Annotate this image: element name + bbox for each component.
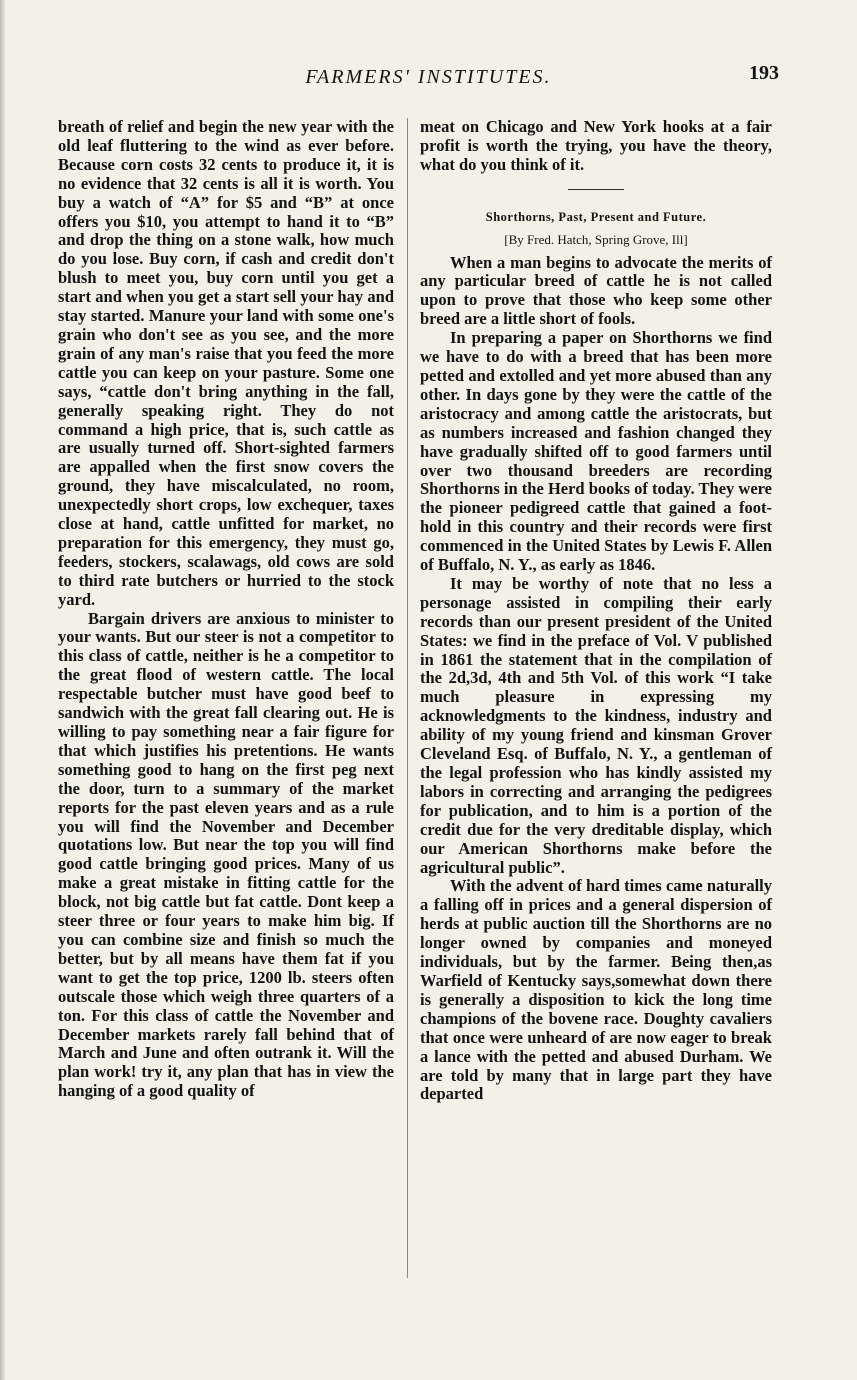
article-title: Shorthorns, Past, Present and Future. [485, 209, 707, 224]
right-paragraph-4: With the advent of hard times came naturally a falling off in prices and a general dispersion of herds at public auction till the Shorthorns are no longer owned by companies and moneyed individuals, but by the farmer. Being then,as Warfield of Kentucky says,somewhat down there is generally a disposition to kick the long time champions of the bovene race. Doughty cavaliers that once were unheard of are now eager to break a lance with the petted and abused Durham. We are told by many that in large part they have departed [420, 876, 772, 1104]
right-column [420, 118, 772, 1104]
page-number: 193 [749, 62, 779, 84]
page-header [0, 62, 857, 96]
column-divider [407, 118, 408, 1278]
left-column [58, 118, 394, 1101]
page-edge-shadow [0, 0, 6, 1380]
left-paragraph-1: breath of relief and begin the new year with the old leaf fluttering to the wind as ever before. Because corn costs 32 cents to produce it, it is no evidence that 32 cents is all it is worth. You buy a watch of “A” for $5 and “B” at once offers you $10, you attempt to hand it to “B” and drop the thing on a stone walk, how much do you lose. Buy corn, if cash and credit don't blush to meet you, buy corn until you get a start and when you get a start sell your hay and stay started. Manure your land with some one's grain who don't see as you see, and the more grain of any man's raise that you feed the more cattle you can keep on your pasture. Some one says, “cattle don't bring anything in the fall, generally speaking right. They do not command a high price, that is, such cattle as are usually turned off. Short-sighted farmers are appalled when the first snow covers the ground, they have miscalculated, no room, unexpectedly short crops, low exchequer, taxes close at hand, cattle unfitted for market, no preparation for this emergency, they must go, feeders, stockers, scalawags, old cows are sold to third rate butchers or hurried to the stock yard. [58, 117, 394, 609]
running-title: FARMERS' INSTITUTES. [305, 66, 552, 88]
right-paragraph-1: When a man begins to advocate the merits of any particular breed of cattle he is not called upon to prove that those who keep some other breed are a little short of fools. [420, 252, 772, 329]
section-separator [568, 189, 624, 190]
right-paragraph-2: In preparing a paper on Shorthorns we find we have to do with a breed that has been more petted and extolled and yet more abused than any other. In days gone by they were the cattle of the aristocracy and among cattle the aristocrats, but as numbers increased and fashion changed they have gradually shifted off to good farmers until over two thousand breeders are recording Shorthorns in the Herd books of today. They were the pioneer pedigreed cattle that gained a foot-hold in this country and their records were first commenced in the United States by Lewis F. Allen of Buffalo, N. Y., as early as 1846. [420, 328, 772, 575]
left-paragraph-2: Bargain drivers are anxious to minister to your wants. But our steer is not a competitor to this class of cattle, neither is he a competitor to the great flood of western cattle. The local respectable butcher must have good beef to sandwich with the great fall clearing out. He is willing to pay something near a fair figure for that which justifies his pretentions. He wants something good to hang on the first peg next the door, turn to a summary of the market reports for the past eleven years and as a rule you will find the November and December quotations low. But near the top you will find good cattle bringing good prices. Many of us make a great mistake in fitting cattle for the block, not big cattle but fat cattle. Dont keep a steer three or four years to make him big. If you can combine size and finish so much the better, but by all means have them fat if you want to get the top price, 1200 lb. steers often outscale those which weigh three quarters of a ton. For this class of cattle the November and December markets rarely fall behind that of March and June and often outrank it. Will the plan work! try it, any plan that has in view the hanging of a good quality of [58, 608, 394, 1101]
right-paragraph-3: It may be worthy of note that no less a personage assisted in compiling their early records than our present president of the United States: we find in the preface of Vol. V published in 1861 the statement that in the compilation of the 2d,3d, 4th and 5th Vol. of this work “I take much pleasure in expressing my acknowledgments to the kindness, industry and ability of my young friend and kinsman Grover Cleveland Esq. of Buffalo, N. Y., a gentleman of the legal profession who has kindly assisted my labors in correcting and arranging the pedigrees for publication, and to him is a portion of the credit due for the very dreditable display, which our American Shorthorns make before the agricultural public”. [420, 573, 772, 877]
continuation-paragraph: meat on Chicago and New York hooks at a fair profit is worth the trying, you have the theory, what do you think of it. [420, 117, 772, 174]
article-byline: [By Fred. Hatch, Spring Grove, Ill] [504, 231, 688, 247]
